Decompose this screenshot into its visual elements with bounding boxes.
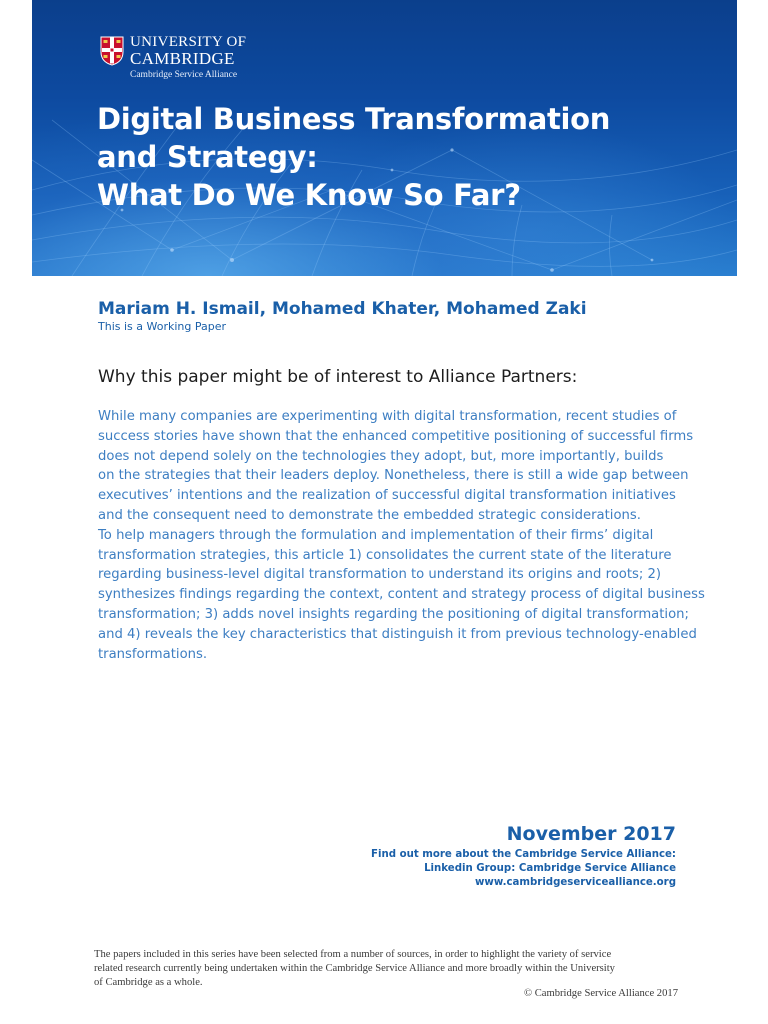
body-line: synthesizes findings regarding the context, content and strategy process of digital business — [98, 587, 705, 603]
website-link[interactable]: www.cambridgeservicealliance.org — [475, 877, 676, 889]
logo-university-of: UNIVERSITY OF — [130, 34, 247, 50]
body-line: and 4) reveals the key characteristics that distinguish it from previous technology-enabled — [98, 626, 697, 642]
interest-heading: Why this paper might be of interest to Alliance Partners: — [98, 367, 578, 387]
find-out-more-text: Find out more about the Cambridge Service Alliance: — [371, 849, 676, 860]
hero-banner — [32, 0, 737, 276]
footer-note — [94, 948, 694, 990]
logo-subtitle: Cambridge Service Alliance — [130, 70, 238, 80]
body-line: While many companies are experimenting with digital transformation, recent studies of — [98, 409, 677, 424]
linkedin-group-link[interactable]: Linkedin Group: Cambridge Service Alliance — [424, 863, 676, 875]
body-line: and the consequent need to demonstrate the embedded strategic considerations. — [98, 507, 641, 523]
body-line: on the strategies that their leaders deploy. Nonetheless, there is still a wide gap between — [98, 468, 689, 484]
paper-title — [97, 100, 717, 214]
university-logo — [100, 34, 280, 84]
body-line: To help managers through the formulation and implementation of their firms’ digital — [98, 527, 654, 543]
contact-block — [371, 848, 676, 891]
body-line: transformations. — [98, 646, 208, 662]
copyright: © Cambridge Service Alliance 2017 — [524, 988, 678, 999]
university-crest-icon — [100, 36, 124, 66]
logo-cambridge: CAMBRIDGE — [130, 49, 235, 68]
publication-date: November 2017 — [506, 823, 676, 845]
body-line: executives’ intentions and the realization of successful digital transformation initiatives — [98, 488, 676, 504]
body-line: does not depend solely on the technologies they adopt, but, more importantly, builds — [98, 448, 664, 464]
title-line: What Do We Know So Far? — [97, 178, 521, 212]
footer-line: The papers included in this series have been selected from a number of sources, in order to highlight the variety of service — [94, 949, 612, 960]
footer-line: related research currently being undertaken within the Cambridge Service Alliance and more broadly within the University — [94, 963, 615, 974]
body-line: transformation strategies, this article 1) consolidates the current state of the literature — [98, 547, 672, 563]
interest-body — [98, 407, 705, 664]
body-line: transformation; 3) adds novel insights regarding the positioning of digital transformation; — [98, 606, 689, 622]
title-line: and Strategy: — [97, 140, 318, 174]
title-line: Digital Business Transformation — [97, 102, 611, 136]
body-line: success stories have shown that the enhanced competitive positioning of successful firms — [98, 428, 694, 444]
authors: Mariam H. Ismail, Mohamed Khater, Mohamed Zaki — [98, 299, 587, 319]
footer-line: of Cambridge as a whole. — [94, 977, 203, 988]
working-paper-note: This is a Working Paper — [98, 320, 227, 333]
body-line: regarding business-level digital transformation to understand its origins and roots; 2) — [98, 567, 662, 583]
